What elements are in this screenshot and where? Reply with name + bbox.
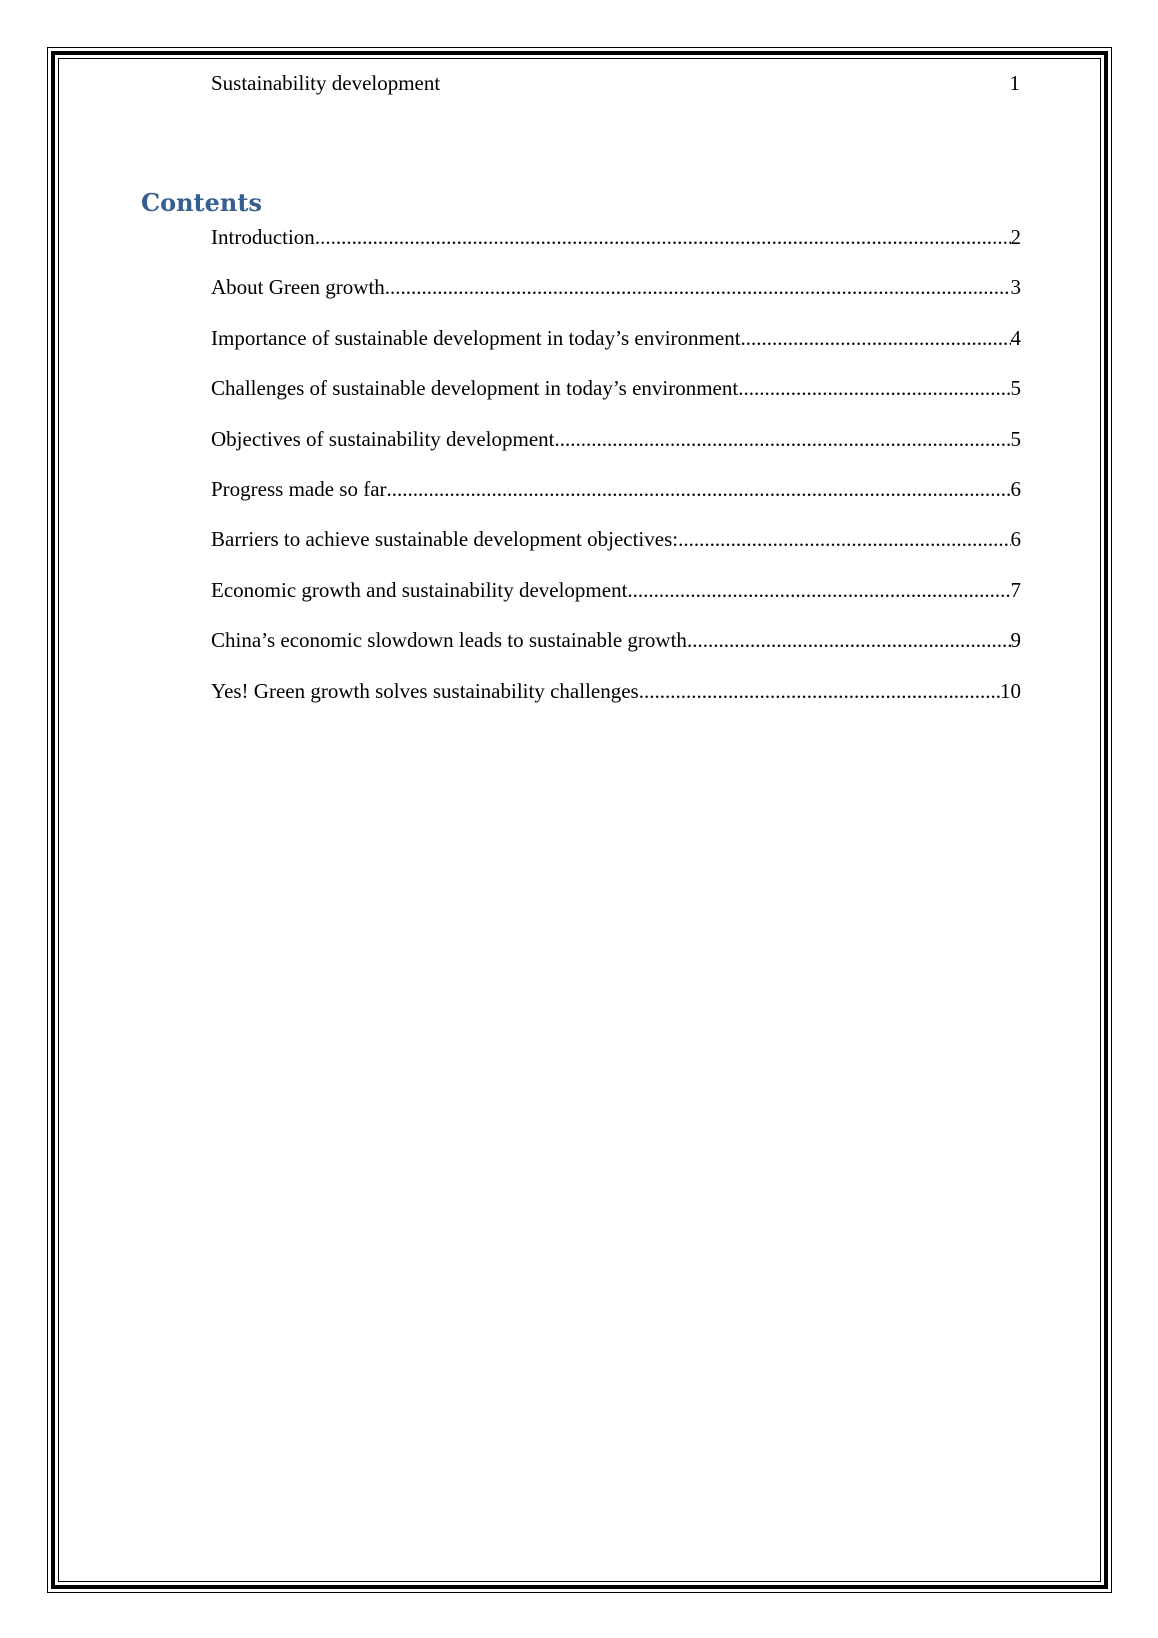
toc-entry-china-slowdown[interactable]	[211, 627, 1021, 677]
toc-entry-page: 4	[1010, 325, 1021, 350]
toc-entry-green-growth-solves[interactable]	[211, 678, 1021, 728]
toc-entry-title: Importance of sustainable development in today’s environment	[211, 325, 741, 350]
toc-leader-dots	[385, 274, 1011, 300]
toc-entry-objectives[interactable]	[211, 426, 1021, 476]
toc-entry-title: Introduction	[211, 225, 315, 249]
toc-entry-title: Challenges of sustainable development in today’s environment	[211, 376, 739, 401]
toc-heading: Contents	[141, 188, 262, 217]
toc-entry-page: 7	[1010, 577, 1021, 602]
toc-entry-barriers[interactable]	[211, 526, 1021, 576]
toc-entry-page: 2	[1010, 225, 1021, 249]
toc-entry-title: Barriers to achieve sustainable development objectives:	[211, 527, 679, 552]
toc-leader-dots	[387, 476, 1011, 502]
toc-leader-dots	[738, 375, 1010, 401]
toc-entry-page: 5	[1010, 426, 1021, 451]
toc-entry-about-green-growth[interactable]	[211, 274, 1021, 324]
toc-leader-dots	[627, 577, 1010, 603]
table-of-contents	[211, 224, 1021, 728]
toc-entry-challenges[interactable]	[211, 375, 1021, 425]
running-header-page-number: 1	[1009, 71, 1020, 95]
toc-entry-page: 6	[1010, 527, 1021, 552]
toc-entry-page: 6	[1010, 476, 1021, 501]
toc-entry-page: 9	[1010, 628, 1021, 653]
toc-entry-introduction[interactable]	[211, 224, 1021, 274]
toc-leader-dots	[741, 325, 1011, 351]
toc-entry-title: Objectives of sustainability development	[211, 426, 555, 451]
toc-leader-dots	[639, 678, 1000, 704]
toc-entry-title: Economic growth and sustainability development	[211, 577, 628, 602]
toc-entry-title: China’s economic slowdown leads to sustainable growth	[211, 628, 687, 653]
toc-entry-importance[interactable]	[211, 325, 1021, 375]
toc-leader-dots	[678, 526, 1010, 552]
toc-leader-dots	[315, 224, 1011, 250]
toc-entry-progress[interactable]	[211, 476, 1021, 526]
toc-entry-title: Progress made so far	[211, 476, 387, 501]
toc-entry-page: 5	[1010, 376, 1021, 401]
toc-entry-page: 3	[1010, 275, 1021, 300]
toc-leader-dots	[687, 627, 1011, 653]
toc-entry-economic-growth[interactable]	[211, 577, 1021, 627]
toc-leader-dots	[555, 426, 1011, 452]
toc-entry-title: About Green growth	[211, 275, 385, 300]
toc-entry-title: Yes! Green growth solves sustainability challenges	[211, 678, 639, 703]
running-header-title: Sustainability development	[211, 71, 441, 95]
toc-entry-page: 10	[1000, 678, 1021, 703]
